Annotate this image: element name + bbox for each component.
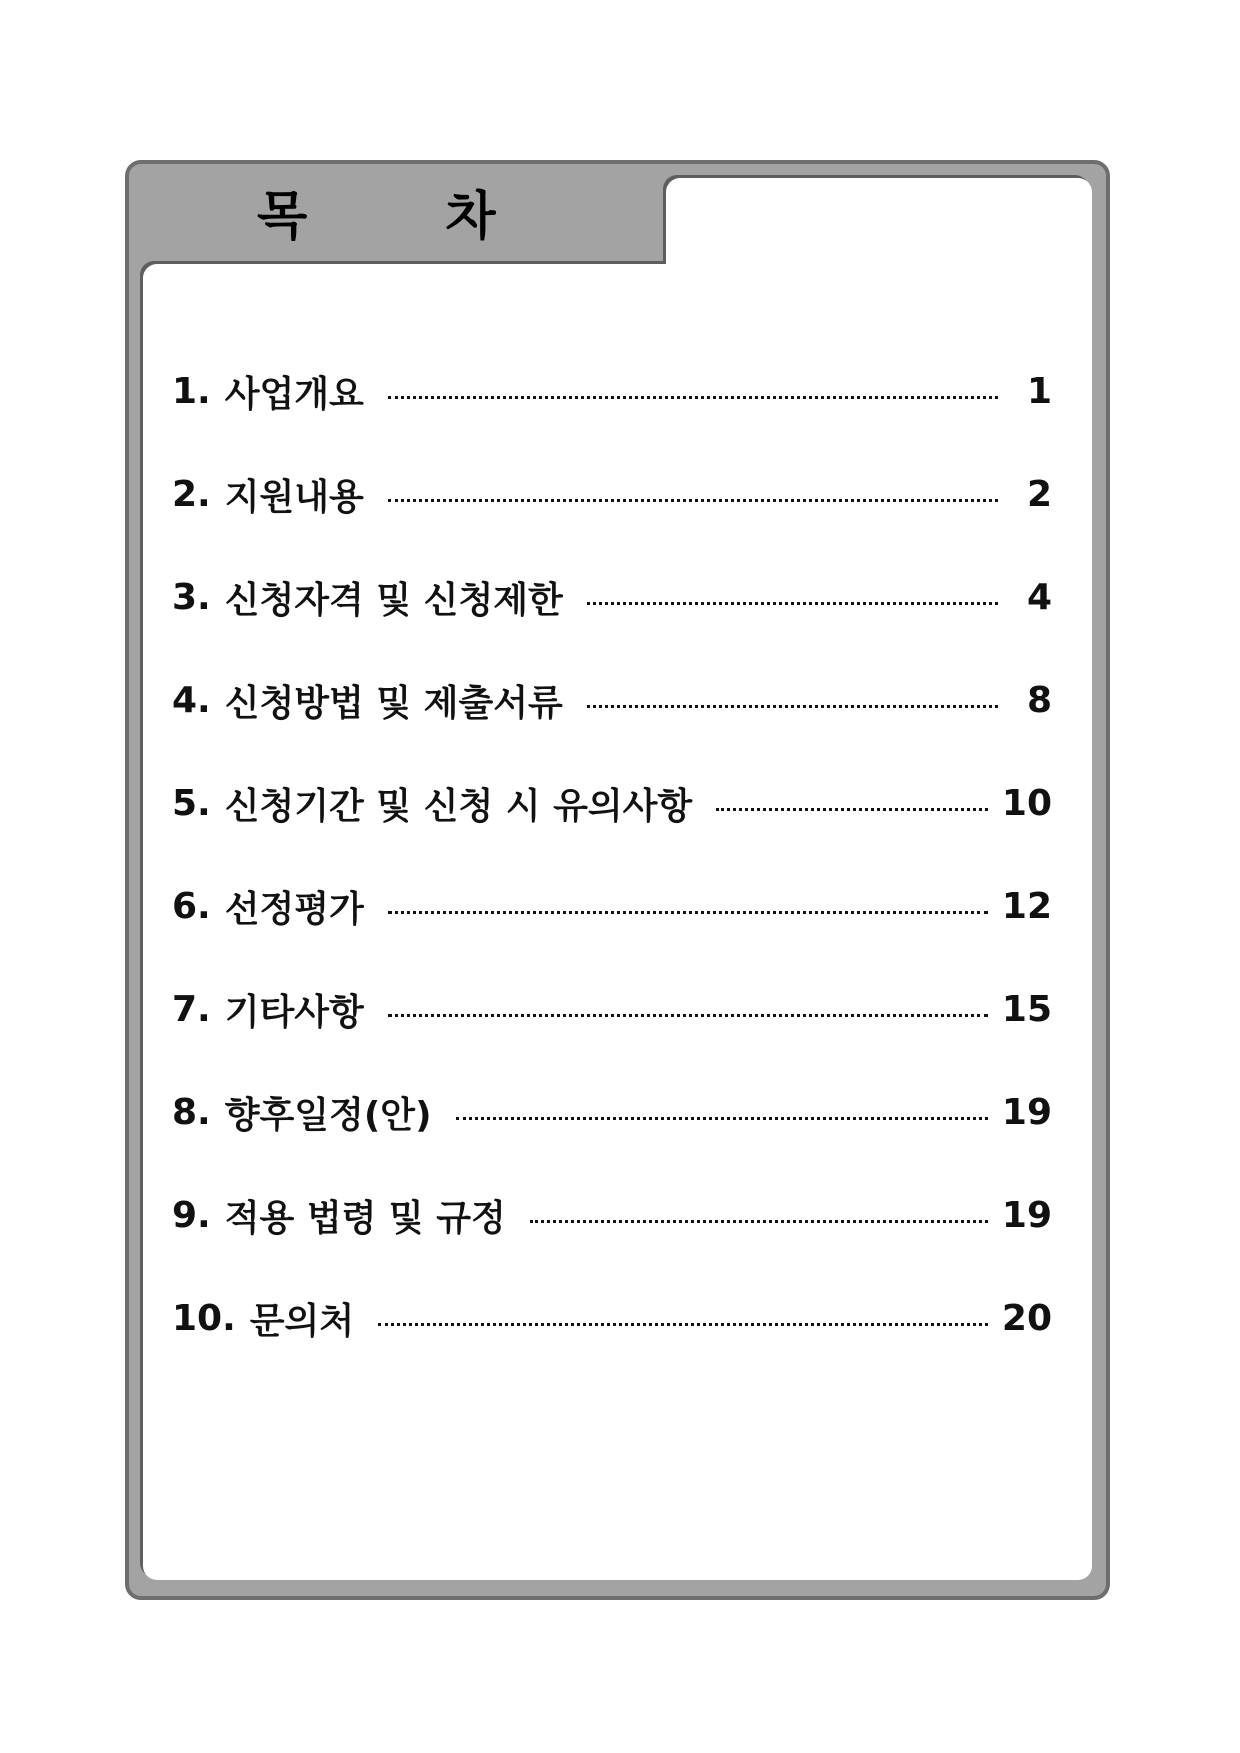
toc-item[interactable] bbox=[172, 546, 1052, 649]
toc-item[interactable] bbox=[172, 855, 1052, 958]
toc-item-label: 신청기간 및 신청 시 유의사항 bbox=[224, 786, 693, 827]
toc-item-page: 10 bbox=[1001, 783, 1052, 824]
toc-item-label: 지원내용 bbox=[224, 477, 364, 518]
toc-item-page: 2 bbox=[1026, 474, 1052, 515]
toc-item-number: 7. bbox=[172, 989, 211, 1030]
toc-item-label: 적용 법령 및 규정 bbox=[224, 1198, 506, 1239]
toc-item[interactable] bbox=[172, 340, 1052, 443]
toc-item[interactable] bbox=[172, 649, 1052, 752]
toc-dot-leader bbox=[388, 1014, 988, 1017]
toc-dot-leader bbox=[378, 1323, 988, 1326]
toc-item-number: 5. bbox=[172, 783, 211, 824]
toc-item-label: 신청자격 및 신청제한 bbox=[224, 580, 563, 621]
toc-list bbox=[172, 340, 1052, 1370]
toc-item[interactable] bbox=[172, 1061, 1052, 1164]
toc-item-number: 10. bbox=[172, 1298, 236, 1339]
toc-item-page: 12 bbox=[1001, 886, 1052, 927]
toc-item-number: 6. bbox=[172, 886, 211, 927]
toc-item[interactable] bbox=[172, 958, 1052, 1061]
toc-item-page: 19 bbox=[1001, 1092, 1052, 1133]
toc-item-label: 신청방법 및 제출서류 bbox=[224, 683, 563, 724]
toc-dot-leader bbox=[456, 1117, 988, 1120]
toc-item-number: 1. bbox=[172, 371, 211, 412]
toc-item[interactable] bbox=[172, 752, 1052, 855]
toc-dot-leader bbox=[530, 1220, 988, 1223]
toc-item-label: 기타사항 bbox=[224, 992, 364, 1033]
toc-item-number: 2. bbox=[172, 474, 211, 515]
toc-item[interactable] bbox=[172, 443, 1052, 546]
toc-item-label: 사업개요 bbox=[224, 374, 364, 415]
toc-dot-leader bbox=[716, 808, 988, 811]
toc-item-number: 9. bbox=[172, 1195, 211, 1236]
toc-item-page: 4 bbox=[1026, 577, 1052, 618]
toc-item-label: 선정평가 bbox=[224, 889, 364, 930]
toc-item-page: 20 bbox=[1001, 1298, 1052, 1339]
toc-item[interactable] bbox=[172, 1267, 1052, 1370]
notch-cover bbox=[666, 254, 1092, 314]
toc-item-page: 1 bbox=[1026, 371, 1052, 412]
page-title: 목 차 bbox=[257, 187, 556, 247]
toc-item-label: 향후일정(안) bbox=[224, 1095, 432, 1136]
toc-item-number: 4. bbox=[172, 680, 211, 721]
toc-dot-leader bbox=[388, 911, 988, 914]
toc-item-label: 문의처 bbox=[249, 1301, 355, 1342]
toc-dot-leader bbox=[587, 705, 998, 708]
toc-item[interactable] bbox=[172, 1164, 1052, 1267]
toc-item-page: 8 bbox=[1026, 680, 1052, 721]
toc-item-page: 19 bbox=[1001, 1195, 1052, 1236]
toc-item-number: 3. bbox=[172, 577, 211, 618]
toc-dot-leader bbox=[388, 396, 998, 399]
toc-dot-leader bbox=[587, 602, 998, 605]
toc-dot-leader bbox=[388, 499, 998, 502]
toc-item-number: 8. bbox=[172, 1092, 211, 1133]
toc-item-page: 15 bbox=[1001, 989, 1052, 1030]
